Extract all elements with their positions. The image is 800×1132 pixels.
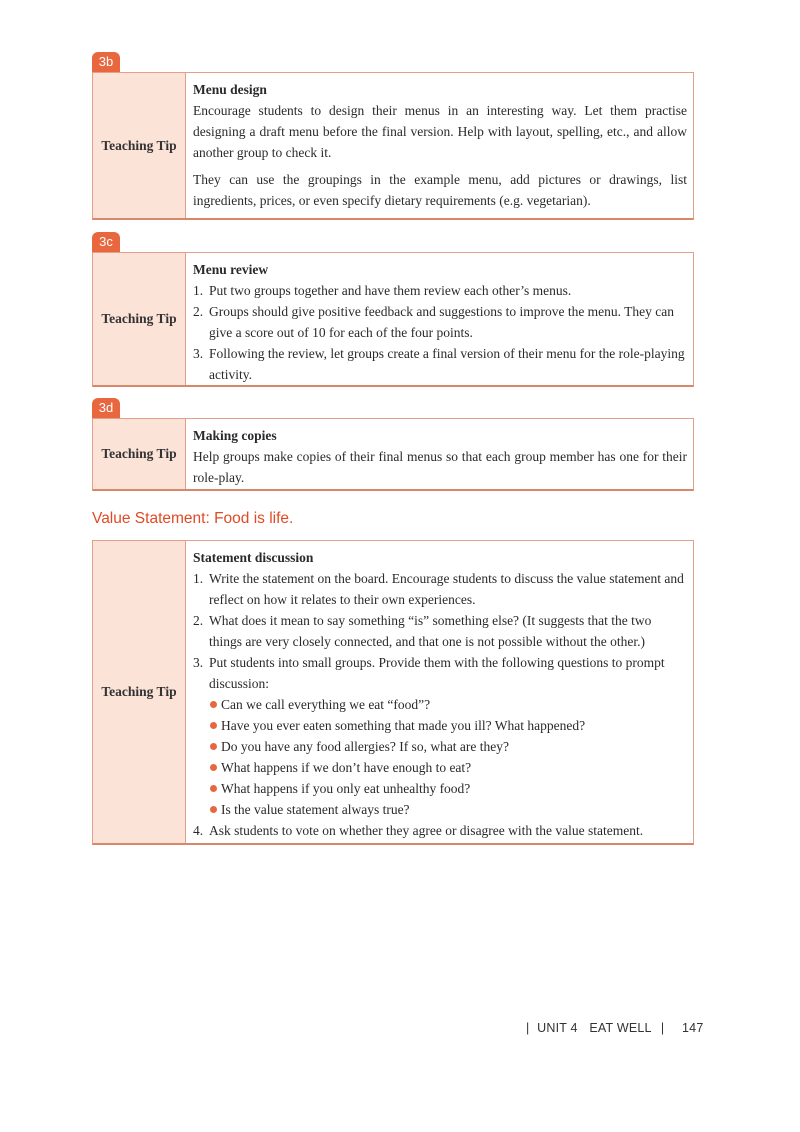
bullet-item	[193, 757, 687, 778]
bullet-text: Have you ever eaten something that made you ill? What happened?	[221, 718, 586, 733]
list-item	[193, 301, 687, 343]
item-number: 1.	[193, 283, 204, 298]
unit-title: EAT WELL	[589, 1021, 652, 1035]
teaching-tip-table	[92, 252, 694, 387]
bullet-text: Can we call everything we eat “food”?	[221, 697, 431, 712]
bullet-text: What happens if you only eat unhealthy food?	[221, 781, 471, 796]
bullet-item	[193, 799, 687, 820]
footer-bar: |	[526, 1021, 530, 1035]
teaching-tip-content	[186, 419, 693, 489]
bullet-dot-icon	[210, 785, 217, 792]
item-text: Write the statement on the board. Encourage students to discuss the value statement and reflect on how it relates to their own experiences.	[209, 571, 684, 607]
item-text: Put two groups together and have them review each other’s menus.	[209, 283, 572, 298]
bullet-dot-icon	[210, 806, 217, 813]
bullet-item	[193, 736, 687, 757]
item-text: Following the review, let groups create a final version of their menu for the role-playing activity.	[209, 346, 685, 382]
teaching-tip-content	[186, 73, 693, 218]
list-item	[193, 610, 687, 652]
numbered-list	[193, 280, 687, 385]
tip-paragraph: They can use the groupings in the example menu, add pictures or drawings, list ingredients, prices, or even specify dietary requirements (e.g. vegetarian).	[193, 172, 687, 208]
bullet-dot-icon	[210, 722, 217, 729]
section-badge: 3c	[92, 232, 120, 252]
tip-title: Statement discussion	[193, 550, 314, 565]
page-number: 147	[682, 1021, 704, 1035]
teaching-tip-table	[92, 72, 694, 220]
footer-bar: |	[660, 1021, 665, 1035]
bullet-text: Do you have any food allergies? If so, what are they?	[221, 739, 510, 754]
teaching-tip-table	[92, 540, 694, 845]
teaching-tip-label: Teaching Tip	[93, 253, 186, 385]
item-text: Put students into small groups. Provide them with the following questions to prompt discussion:	[209, 655, 665, 691]
unit-number: UNIT 4	[537, 1021, 578, 1035]
tip-title: Making copies	[193, 428, 277, 443]
bullet-item	[193, 715, 687, 736]
value-statement-heading: Value Statement: Food is life.	[92, 510, 294, 527]
tip-title: Menu review	[193, 262, 269, 277]
teaching-tip-content	[186, 253, 693, 385]
bullet-item	[193, 694, 687, 715]
section-badge: 3d	[92, 398, 120, 418]
item-number: 1.	[193, 571, 204, 586]
tip-title: Menu design	[193, 82, 267, 97]
bullet-dot-icon	[210, 701, 217, 708]
bullet-list	[193, 694, 687, 820]
teaching-tip-label: Teaching Tip	[93, 541, 186, 843]
teaching-tip-label: Teaching Tip	[93, 419, 186, 489]
item-number: 2.	[193, 304, 204, 319]
item-text: Ask students to vote on whether they agree or disagree with the value statement.	[209, 823, 644, 838]
bullet-item	[193, 778, 687, 799]
teaching-tip-label: Teaching Tip	[93, 73, 186, 218]
bullet-text: What happens if we don’t have enough to eat?	[221, 760, 472, 775]
bullet-text: Is the value statement always true?	[221, 802, 410, 817]
item-text: Groups should give positive feedback and suggestions to improve the menu. They can give a score out of 10 for each of the four points.	[209, 304, 675, 340]
tip-paragraph: Help groups make copies of their final menus so that each group member has one for their role-play.	[193, 449, 687, 485]
bullet-dot-icon	[210, 764, 217, 771]
numbered-list	[193, 820, 687, 841]
list-item	[193, 820, 687, 841]
teaching-tip-content	[186, 541, 693, 843]
item-number: 2.	[193, 613, 204, 628]
item-text: What does it mean to say something “is” something else? (It suggests that the two things are very closely connected, and that one is not possible without the other.)	[209, 613, 652, 649]
item-number: 3.	[193, 346, 204, 361]
item-number: 4.	[193, 823, 204, 838]
item-number: 3.	[193, 655, 204, 670]
list-item	[193, 652, 687, 694]
list-item	[193, 343, 687, 385]
list-item	[193, 568, 687, 610]
bullet-dot-icon	[210, 743, 217, 750]
tip-paragraph: Encourage students to design their menus in an interesting way. Let them practise designing a draft menu before the final version. Help with layout, spelling, etc., and allow another group to check it.	[193, 103, 687, 160]
teaching-tip-table	[92, 418, 694, 491]
numbered-list	[193, 568, 687, 694]
list-item	[193, 280, 687, 301]
page-footer	[526, 1021, 704, 1035]
section-badge: 3b	[92, 52, 120, 72]
